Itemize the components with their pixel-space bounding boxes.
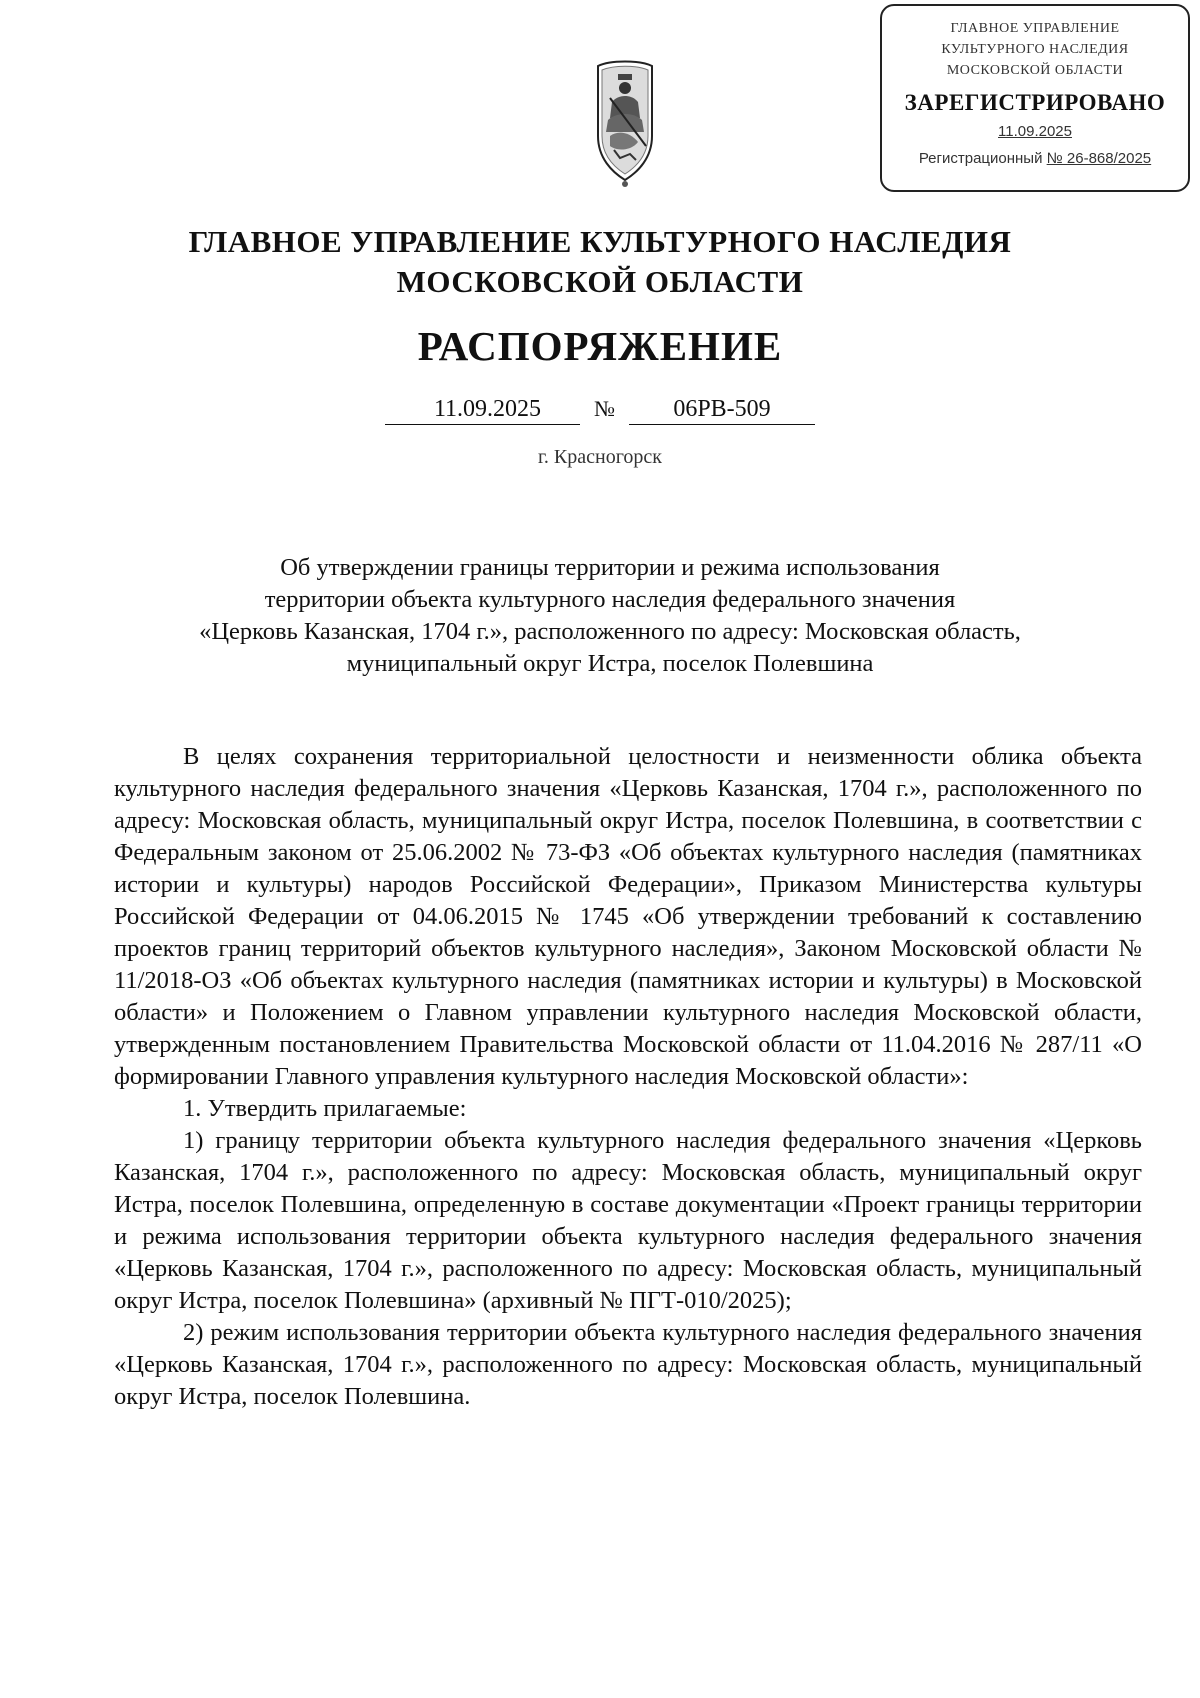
subject-line: «Церковь Казанская, 1704 г.», расположенного по адресу: Московская область, xyxy=(199,618,1021,645)
agency-name xyxy=(0,222,1200,302)
stamp-date: 11.09.2025 xyxy=(998,123,1072,140)
stamp-reg-label: Регистрационный xyxy=(918,150,1043,167)
document-number-line xyxy=(0,394,1200,425)
moscow-oblast-coat-of-arms-icon xyxy=(568,58,682,190)
stamp-registration xyxy=(882,150,1188,167)
document-type: РАСПОРЯЖЕНИЕ xyxy=(417,323,783,369)
subject-line: территории объекта культурного наследия федерального значения xyxy=(264,586,956,613)
agency-name-line-1: ГЛАВНОЕ УПРАВЛЕНИЕ КУЛЬТУРНОГО НАСЛЕДИЯ xyxy=(188,224,1012,259)
stamp-org-line-3: МОСКОВСКОЙ ОБЛАСТИ xyxy=(946,63,1124,78)
stamp-org-line-2: КУЛЬТУРНОГО НАСЛЕДИЯ xyxy=(941,42,1129,57)
registration-stamp xyxy=(880,4,1190,192)
preamble-paragraph: В целях сохранения территориальной целостности и неизменности облика объекта культурного наследия федерального значения «Церковь Казанская, 1704 г.», расположенного по адресу: Московская область, муниципальный округ Истра, поселок Полевшина, в соответствии с Федеральным законом от 25.06.2002 № 73-ФЗ «Об объектах культурного наследия (памятниках истории и культуры) народов Российской Федерации», Приказом Министерства культуры Российской Федерации от 04.06.2015 № 1745 «Об утверждении требований к составлению проектов границ территорий объектов культурного наследия», Законом Московской области № 11/2018-ОЗ «Об объектах культурного наследия (памятниках истории и культуры) в Московской области» и Положением о Главном управлении культурного наследия Московской области, утвержденным постановлением Правительства Московской области от 11.04.2016 № 287/11 «О формировании Главного управления культурного наследия Московской области»: xyxy=(114,743,1142,1090)
stamp-org-line-1: ГЛАВНОЕ УПРАВЛЕНИЕ xyxy=(950,21,1120,36)
document-date: 11.09.2025 xyxy=(385,394,580,425)
subject-line: Об утверждении границы территории и режима использования xyxy=(280,554,940,581)
document-body xyxy=(114,741,1142,1413)
subject-line: муниципальный округ Истра, поселок Полевшина xyxy=(346,650,874,677)
document-number: 06РВ-509 xyxy=(629,394,815,425)
item-1-1: 1) границу территории объекта культурного наследия федерального значения «Церковь Казанская, 1704 г.», расположенного по адресу: Московская область, муниципальный округ Истра, поселок Полевшина, определенную в составе документации «Проект границы территории и режима использования территории объекта культурного наследия федерального значения «Церковь Казанская, 1704 г.», расположенного по адресу: Московская область, муниципальный округ Истра, поселок Полевшина» (архивный № ПГТ-010/2025); xyxy=(114,1127,1142,1314)
item-1: 1. Утвердить прилагаемые: xyxy=(183,1095,467,1122)
stamp-status: ЗАРЕГИСТРИРОВАНО xyxy=(904,90,1166,115)
stamp-reg-number: № 26-868/2025 xyxy=(1046,150,1152,167)
number-sign: № xyxy=(594,396,615,421)
item-1-2: 2) режим использования территории объекта культурного наследия федерального значения «Церковь Казанская, 1704 г.», расположенного по адресу: Московская область, муниципальный округ Истра, поселок Полевшина. xyxy=(114,1319,1142,1410)
document-subject xyxy=(110,552,1110,680)
agency-name-line-2: МОСКОВСКОЙ ОБЛАСТИ xyxy=(396,264,804,299)
issue-city: г. Красногорск xyxy=(537,446,663,468)
